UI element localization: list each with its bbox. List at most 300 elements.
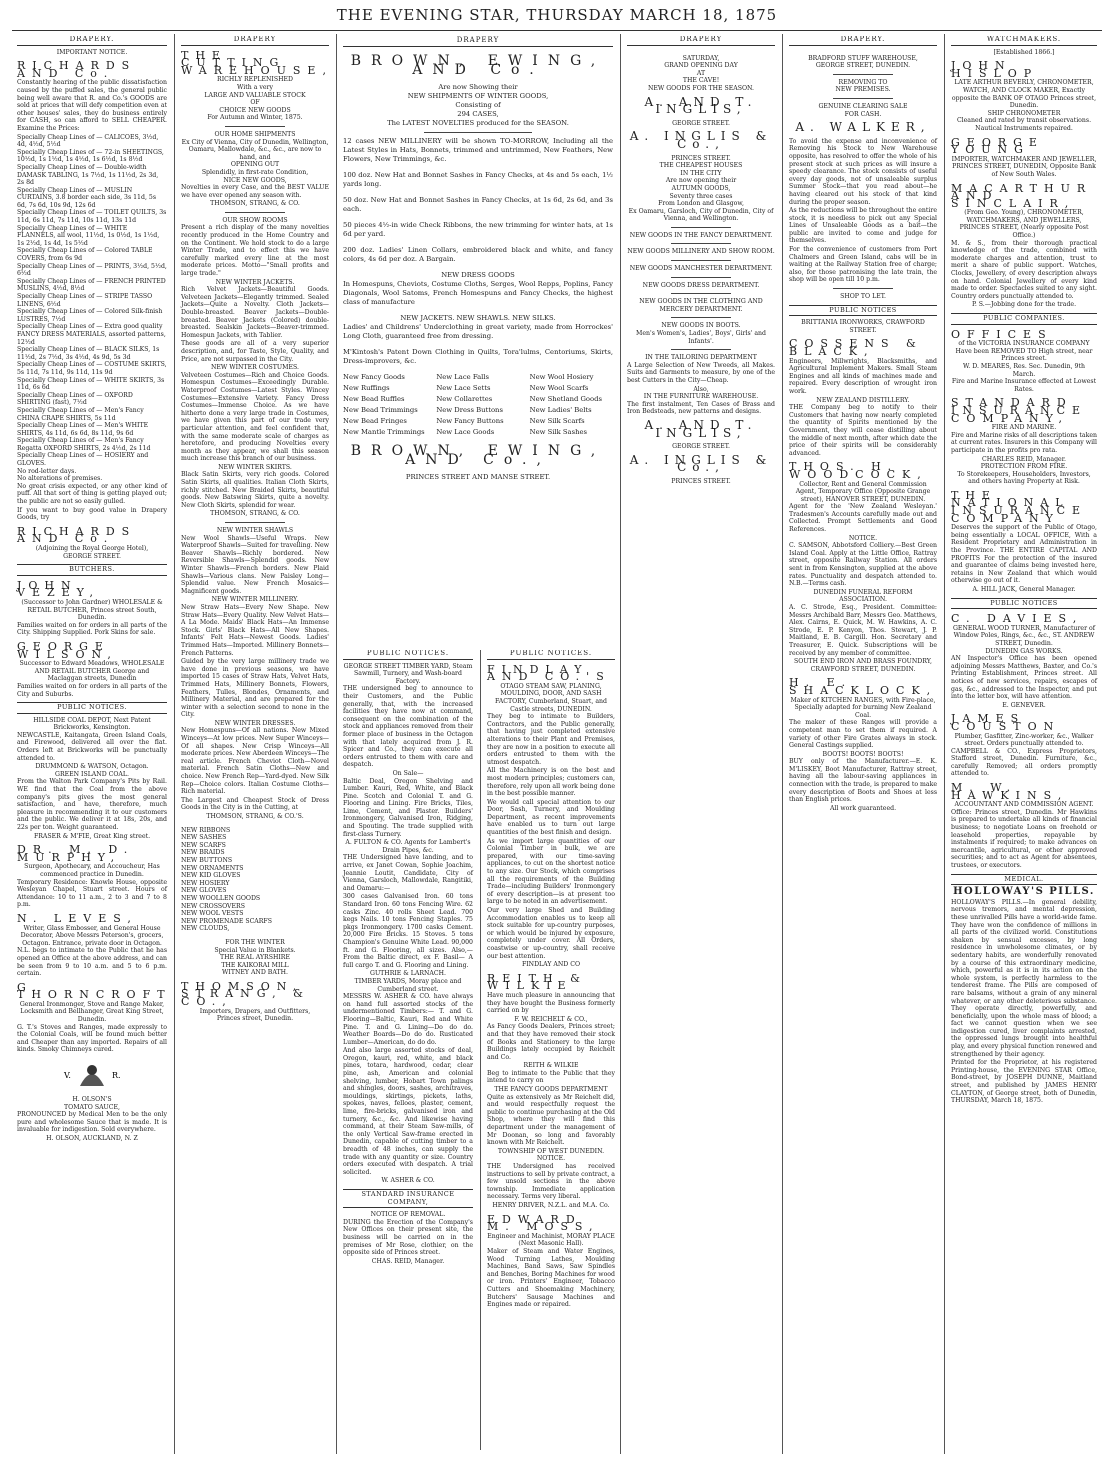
paragraph: In Homespuns, Cheviots, Costume Cloths, Serges, Wool Repps, Poplins, Fancy Diagonals, Wool Satoms, French Homespuns and Fancy Checks, the highest class of manufacture	[343, 280, 613, 306]
centered-line: LATE ARTHUR BEVERLY, CHRONOMETER, WATCH, AND CLOCK MAKER, Exactly opposite the BANK OF OTAGO Princes street, Dunedin.	[951, 79, 1097, 110]
centered-line: FINDLAY AND CO	[521, 961, 581, 969]
list-item: New Bead Ruffles	[343, 395, 405, 403]
listing-line: No alterations of premises.	[17, 475, 103, 483]
centered-line: Importers, Drapers, and Outfitters,	[199, 1007, 311, 1015]
display-heading: THOMSON, STRANG, & CO.,	[181, 979, 310, 1009]
centered-line: SATURDAY,	[682, 54, 720, 62]
paragraph: Families waited on for orders in all parts of the City. Shipping Supplied. Pork Skins for sale.	[17, 621, 167, 637]
section-rule	[225, 212, 284, 213]
paragraph: AN Inspector's Office has been opened adjoining Messrs Matthews, Baxter, and Co.'s Printing Establishment, Princes street. All notices of new services, repairs, escapes of gas, &c., addressed to the Inspector, and put into the letter box, will have attention.	[951, 655, 1097, 701]
column-header: WATCHMAKERS.	[951, 36, 1097, 46]
svg-text:V.: V.	[64, 1071, 71, 1081]
paragraph: The maker of these Ranges will provide a competent man to set them if required. A variety of other Fire Grates always in stock. General Castings supplied.	[789, 719, 937, 750]
masthead-rule	[12, 30, 1102, 31]
listing-line: Specially Cheap Lines of — TOILET QUILTS, 3s 11d, 6s 11d, 7s 11d, 10s 11d, 13s 11d	[17, 209, 167, 225]
centered-line: NEW WINTER DRESSES.	[214, 719, 296, 727]
listing-line: Specially Cheap Lines of — Double-width DAMASK TABLING, 1s 7½d, 1s 11½d, 2s 3d, 2s 8d	[17, 163, 159, 187]
display-heading: A. INGLIS & Co.,	[629, 452, 773, 475]
paragraph: Engineers, Millwrights, Blacksmiths, and Agricultural Implement Makers. Small Steam Engines and all kinds of machines made and repaired. Every description of wrought iron work.	[789, 357, 937, 395]
paragraph: Guided by the very large millinery trade we have done in previous seasons, we have imported 15 cases of Straw Hats, Velvet Hats, Trimmed Hats, Millinery Bonnets, Flowers, Feathers, Tulles, Blondes, Ornaments, and Millinery Material, and are prepared for the winter with a selection second to none in the City.	[181, 658, 329, 719]
display-heading: C. DAVIES,	[951, 612, 1084, 626]
paragraph: Black Satin Skirts, very rich goods. Colored Satin Skirts, all qualities. Italian Cloth Skirts, richly stitched. New Braided Skirts, beautiful goods. New Batswing Skirts, quite a novelty. New Cloth Skirts, splendid for wear.	[181, 471, 329, 509]
centered-line: E. GENEVER.	[1002, 701, 1046, 709]
listing-line: Specially Cheap Lines of — CALICOES, 3½d, 4d, 4½d, 5½d	[17, 133, 159, 149]
paragraph: Ladies' and Childrens' Underclothing in great variety, made from Horrockes' Long Cloth, guaranteed free from dressing.	[343, 323, 613, 340]
list-item: New Mantle Trimmings	[343, 428, 425, 436]
listing-line: Specially Cheap Lines of — Extra good quality FANCY DRESS MATERIALS, assorted patterns, 12½d	[17, 323, 166, 346]
display-heading: FINDLAY AND CO.'S	[487, 662, 611, 684]
list-item: New Silk Scarfs	[529, 417, 585, 425]
paragraph: 200 doz. Ladies' Linen Collars, embroidered black and white, and fancy colors, 4s 6d per doz. A Bargain.	[343, 246, 613, 263]
list-item: New Lace Goods	[436, 428, 495, 436]
paragraph: 50 pieces 4½-in wide Check Ribbons, the new trimming for winter hats, at 1s 6d per yard.	[343, 221, 613, 238]
section-rule	[671, 349, 730, 350]
display-heading: BROWN, EWING, AND Co.	[350, 53, 606, 78]
paragraph: 300 cases Galvanised Iron. 60 tons Standard Iron. 60 tons Fencing Wire. 62 casks Zinc. 40 rolls Sheet Lead. 700 kegs Nails. 10 tons Fencing Staples. 75 pkgs Ironmongery. 1700 casks Cement. 20,000 Fire Bricks. 15 Stoves. 5 tons Champion's Genuine White Lead. 90,000 ft. and G. Flooring, all sizes. Also,— From the Baltic direct, ex F. Basil— A full cargo T. and G. Flooring and Lining.	[343, 893, 473, 969]
paragraph: G. T.'s Stoves and Ranges, made expressly to the Colonial Coals, will be found much better and Cheaper than any imported. Repairs of all kinds. Smoky Chimneys cured.	[17, 1023, 167, 1054]
centered-line: F. W. REICHELT & CO.,	[514, 1015, 588, 1023]
display-heading: MACARTHUR AND SINCLAIR,	[951, 181, 1093, 210]
paragraph: As Fancy Goods Dealers, Princes street; and that they have removed their stock of Books and Stationery to the large Buildings lately occupied by Reichelt and Co.	[487, 1023, 615, 1061]
centered-line: Engineer and Machinist, MORAY PLACE (Next Masonic Hall).	[487, 1232, 615, 1248]
column-6-watchmakers	[946, 36, 1102, 1451]
paragraph: We would call special attention to our Door, Sash, Turnery, and Moulding Department, as recent improvements have enabled us to turn out large quantities of the best finish and design.	[487, 798, 615, 837]
section-rule	[671, 317, 730, 318]
centered-line: Maker of KITCHEN RANGES, with Fire-place, Specially adapted for burning New Zealand Coal.	[790, 696, 936, 719]
paragraph: The first instalment, Ten Cases of Brass and Iron Bedsteads, new patterns and designs.	[627, 400, 775, 416]
display-heading: H. E. SHACKLOCK,	[789, 676, 938, 697]
centered-line: Cleaned and rated by transit observations. Nautical Instruments repaired.	[956, 117, 1092, 132]
centered-line: NEW ZEALAND DISTILLERY.	[816, 396, 910, 404]
display-heading: REITH & WILKIE	[487, 971, 587, 993]
centered-line: A. FULTON & CO. Agents for Lambert's Drain Pipes, &c.	[345, 839, 471, 854]
listing-line: Specially Cheap Lines of — STRIPE TASSO LINENS, 6½d	[17, 293, 153, 308]
listing-line: Specially Cheap Lines of — Men's WHITE SHIRTS, 4s 11d, 6s 6d, 8s 11d, 9s 6d	[17, 422, 149, 437]
centered-line: THOMSON, STRANG, & CO.	[210, 510, 300, 518]
listing-line: Specially Cheap Lines of — WHITE SKIRTS, 3s 11d, 6s 6d	[17, 376, 165, 392]
section-heading: BUTCHERS.	[17, 564, 167, 576]
paragraph: Velveteen Costumes—Rich and Choice Goods. Homespun Costumes—Exceedingly Durable. Waterproof Costumes—Latest Styles. Wincey Costumes—Extensive Variety. Fancy Dress Costumes—Immense Choice. As we have hitherto done a very large trade in Costumes, we have given this part of our trade very particular attention, and feel confident that, with the same moderate scale of charges as heretofore, and producing Novelties every month as they appear, we shall this season much increase this branch of our business.	[181, 371, 329, 463]
paragraph: CAMPBELL & CO., Express Proprietors, Stafford street, Dunedin. Furniture, &c., carefully Removed; all orders promptly attended to.	[951, 747, 1097, 778]
display-heading: M. W. HAWKINS,	[951, 781, 1069, 802]
centered-line: DRUMMOND & WATSON, Octagon.	[35, 763, 149, 771]
column-divider	[620, 34, 621, 1454]
paragraph: Our very large Shed and Building Accommodation enables us to keep all stock suitable for up-country purposes, or which would be injured by exposure, completely under cover. All Orders, coastwise or up-country, shall receive our best attention.	[487, 907, 615, 960]
paragraph: MESSRS W. ASHER & CO. have always on hand full assorted stocks of the undermentioned Timbers:— T. and G. Flooring—Baltic, Kauri, Red and White Pine. T. and G. Lining—Do do do. Weather Boards—Do do do. Rusticated Lumber—American, do do do.	[343, 993, 473, 1046]
listing-line: NEW PROMENADE SCARFS	[181, 917, 272, 925]
section-heading: PUBLIC NOTICES.	[17, 702, 167, 714]
centered-line: NICE NEW GOODS,	[223, 176, 287, 184]
centered-line: Fire and Marine Insurance effected at Lowest Rates.	[951, 378, 1097, 393]
centered-line: GRAND OPENING DAY	[664, 62, 738, 70]
centered-line: DUNEDIN GAS WORKS.	[985, 647, 1063, 655]
centered-line: NEW GOODS DRESS DEPARTMENT.	[642, 281, 760, 289]
paragraph: Rich Velvet Jackets—Beautiful Goods. Velveteen Jackets—Elegantly trimmed. Sealed Jackets—Quite a Novelty. Cloth Jackets—Double-breasted. Beaver Jackets—Double-breasted. Beaver Jackets (Colored) double-breasted. Sealskin Jackets—Beaver-trimmed. Homespun Jackets, with Tablier.	[181, 286, 329, 339]
centered-line: OUR SHOW ROOMS	[222, 216, 288, 224]
centered-line: From London and Glasgow,	[658, 200, 744, 208]
paragraph: Novelties in every Case, and the BEST VALUE we have ever opened any season with.	[181, 184, 329, 199]
section-rule	[671, 243, 730, 244]
column-7-public-notices	[338, 650, 478, 1450]
centered-line: (Successor to John Gardner) WHOLESALE & RETAIL BUTCHER, Princes street South, Dunedin.	[21, 598, 163, 622]
centered-line: IN THE CITY	[680, 169, 722, 177]
listing-line: NEW KID GLOVES	[181, 872, 241, 880]
centered-line: SHOP TO LET.	[840, 293, 886, 301]
centered-line: Consisting of	[455, 101, 501, 109]
centered-line: Are now Showing their	[438, 83, 518, 91]
centered-line: Surgeon, Apothecary, and Accoucheur, Has commenced practice in Dunedin.	[24, 863, 160, 878]
centered-line: A. HILL JACK, General Manager.	[972, 586, 1076, 593]
paragraph: If you want to buy good value in Drapery Goods, try	[17, 506, 167, 522]
paragraph: They beg to intimate to Builders, Contractors, and the Public generally, that having just completed extensive alterations to their Plant and Premises, they are now in a position to execute all orders entrusted to them with the utmost despatch.	[487, 713, 615, 766]
listing-line: NEW WOOLLEN GOODS	[181, 894, 261, 902]
column-header: DRAPERY	[181, 36, 329, 46]
centered-line: NEW WINTER JACKETS.	[215, 278, 295, 286]
display-heading: JOHN VEZEY,	[17, 578, 100, 600]
centered-line: NEW GOODS IN BOOTS.	[661, 322, 741, 330]
listing-line: Specially Cheap Lines of — PRINTS, 3½d, 5½d, 6½d	[17, 262, 167, 278]
paragraph: Printed for the Proprietor, at his registered Printing-house, the EVENING STAR Office, Bond-street, by JOSEPH DUNNE, Maitland street, and published by JAMES HENRY CLAYTON, of George street, both of Dunedin, THURSDAY, March 18, 1875.	[951, 1059, 1097, 1105]
centered-line: AUTUMN GOODS,	[671, 184, 731, 192]
display-heading: THE CUTTING WAREHOUSE,	[181, 48, 333, 77]
centered-line: On Sale—	[392, 769, 424, 777]
centered-line: OPENING OUT	[230, 161, 280, 169]
centered-line: GEORGE STREET.	[672, 443, 730, 451]
column-3-brown-ewing	[338, 36, 618, 646]
list-item: New Wool Hosiery	[529, 373, 594, 381]
listing-line: Specially Cheap Lines of — OXFORD SHIRTING (fast), 7½d	[17, 391, 133, 407]
centered-line: For Autumn and Winter, 1875.	[207, 114, 303, 122]
centered-line: CHAS. REID, Manager.	[371, 1257, 445, 1265]
paragraph: Constantly hearing of the public dissatisfaction caused by the puffed sales, the general public being well aware that R. and Co.'s GOODS are sold at prices that will defy competition even at other houses' sales, they do business entirely for CASH, so can afford to SELL CHEAPER. Examine the Prices:	[17, 79, 167, 132]
section-rule	[225, 126, 284, 127]
list-item: New Fancy Buttons	[436, 417, 504, 425]
centered-line: THE KAIKORAI MILL	[221, 961, 289, 969]
centered-line: GENUINE CLEARING SALE	[818, 102, 908, 110]
display-heading: DR. M. D. MURPHY,	[17, 843, 135, 864]
listing-line: NEW ORNAMENTS	[181, 864, 244, 872]
paragraph: No great crisis expected, or any other kind of puff. All that sort of thing is getting played out; the public are not so easily gulled.	[17, 482, 167, 506]
paragraph: NEWCASTLE, Kaitangata, Green Island Coals, and Firewood, delivered all over the flat. Orders left at Brickworks will be punctually attended to.	[17, 731, 167, 762]
centered-line: General Ironmonger, Stove and Range Maker, Locksmith and Bellhanger, Great King Street, Dunedin.	[19, 1000, 165, 1024]
paragraph: BUY only of the Manufacturer.—E. K. M'LISKEY, Boot Manufacturer, Rattray street, having all the labour-saving appliances in connection with the trade, is prepared to make every description of Boots and Shoes at less than English prices.	[789, 758, 937, 804]
centered-line: BRADFORD STUFF WAREHOUSE,	[808, 54, 918, 62]
centered-line: HILLSIDE COAL DEPOT, Next Patent Brickworks, Kensington.	[33, 716, 151, 732]
centered-line: Ex City of Vienna, City of Dunedin, Wellington, Oamaru, Mallowdale, &c., &c., are now to hand, and	[181, 138, 329, 161]
centered-line: THE CAVE!	[682, 77, 720, 85]
display-heading: THOS. H. WOODCOCK,	[789, 460, 928, 481]
centered-line: To Storekeepers, Householders, Investors, and others having Property at Risk.	[957, 470, 1091, 486]
list-item: New Shetland Goods	[529, 395, 602, 403]
list-item: New Bead Trimmings	[343, 406, 418, 414]
paragraph: These goods are all of a very superior description, and, for Taste, Style, Quality, and Price, are not surpassed in the City.	[181, 340, 329, 363]
centered-line: Successor to Edward Meadows, WHOLESALE AND RETAIL BUTCHER George and Maclaggan streets, Dunedin	[19, 660, 165, 683]
display-heading: STANDARD INSURANCE COMPANY,	[951, 396, 1088, 425]
centered-line: WITNEY AND BATH.	[222, 969, 288, 977]
paragraph: From the Walton Park Company's Pits by Rail. WE find that the Coal from the above company's pits gives the most general satisfaction, and have, therefore, much pleasure in recommending it to our customers and the public. We deliver it at 18s, 20s, and 22s per ton. Weight guaranteed.	[17, 778, 167, 831]
centered-line: NEW WINTER SKIRTS.	[218, 463, 292, 471]
centered-line: 294 CASES,	[457, 110, 499, 118]
masthead: THE EVENING STAR, THURSDAY MARCH 18, 1875	[336, 6, 778, 24]
centered-line: FOR THE WINTER	[225, 938, 285, 946]
centered-line: THE FANCY GOODS DEPARTMENT	[494, 1086, 608, 1094]
paragraph: THE Company beg to notify to their Customers that having now nearly completed the quantity of Spirits mentioned by the Government, they will cease distilling about the middle of next month, after which date the price of their spirits will be considerably advanced.	[789, 404, 937, 457]
centered-line: PRINCES STREET AND MANSE STREET.	[405, 473, 551, 481]
paragraph: For the convenience of customers from Port Chalmers and Green Island, cabs will be in waiting at the Railway Station free of charge; also, for those patronising the late train, the shop will be open till 10 p.m.	[789, 246, 937, 284]
display-heading: A. WALKER,	[795, 120, 931, 135]
section-heading: MEDICAL.	[951, 874, 1097, 886]
list-item: New Fancy Goods	[343, 373, 405, 381]
centered-line: BOOTS! BOOTS! BOOTS!	[822, 750, 904, 758]
centered-line: P. S.—Jobbing done for the trade.	[971, 301, 1077, 309]
centered-line: NEW GOODS IN THE FANCY DEPARTMENT.	[629, 231, 773, 239]
listing-line: NEW SCARFS	[181, 841, 226, 849]
centered-line: HENRY DRIVER, N.Z.L. and M.A. Co.	[492, 1201, 610, 1209]
paragraph: As we import large quantities of our Colonial Timber in bulk, we are prepared, with our time-saving appliances, to cut on the shortest notice to any size. Our Stock, which comprises all the requirements of the Building Trade—including Builders' Ironmongery of every description—is at present too large to be noted in an advertisement.	[487, 837, 615, 906]
listing-line: Specially Cheap Lines of — FRENCH PRINTED MUSLINS, 4½d, 8½d	[17, 277, 166, 293]
paragraph: 100 doz. New Hat and Bonnet Sashes in Fancy Checks, at 4s and 5s each, 1½ yards long.	[343, 171, 613, 188]
paragraph: Have much pleasure in announcing that they have bought the Business formerly carried on by	[487, 991, 615, 1015]
listing-line: Specially Cheap Lines of — Men's Fancy Regatta OXFORD SHIRTS, 2s 4½d, 2s 11d	[17, 437, 151, 452]
centered-line: Writer, Glass Embosser, and General House Decorator, Above Messrs Peterson's, grocers, Octagon. Entrance, private door in Octagon.	[20, 924, 164, 947]
column-header: DRAPERY	[627, 36, 775, 46]
centered-line: GUTHRIE & LARNACH.	[370, 970, 446, 978]
centered-line: ACCOUNTANT AND COMMISSION AGENT.	[954, 801, 1094, 809]
display-heading: A. AND T. INGLIS,	[644, 94, 758, 117]
list-item: New Silk Sashes	[529, 428, 587, 436]
listing-line: NEW CROSSOVERS	[181, 902, 245, 910]
centered-line: PRINCES STREET.	[671, 477, 731, 485]
centered-line: GENERAL WOOD TURNER, Manufacturer of Window Poles, Rings, &c., &c., ST. ANDREW STREET, Dunedin.	[952, 624, 1096, 647]
listing-line: Specially Cheap Lines of — COSTUME SKIRTS, 5s 11d, 7s 11d, 9s 11d, 11s 9d	[17, 361, 167, 376]
paragraph: THE Undersigned have landing, and to arrive, ex Janet Cowan, Sophie Joachim, Jeannie Loutit, Candidate, City of Vienna, Garsloch, Mallowdale, Rangitiki, and Oamaru:—	[343, 854, 473, 892]
column-header: DRAPERY	[343, 36, 613, 47]
section-rule	[424, 132, 532, 133]
centered-line: IMPORTER, WATCHMAKER AND JEWELLER, PRINCES STREET, DUNEDIN, Opposite Bank of New South Wales.	[951, 155, 1097, 178]
section-heading: STANDARD INSURANCE COMPANY,	[343, 1189, 473, 1208]
centered-line: Seventy three cases	[669, 192, 733, 200]
paragraph: 50 doz. New Hat and Bonnet Sashes in Fancy Checks, at 1s 6d, 2s 6d, and 3s each.	[343, 196, 613, 213]
centered-line: W. ASHER & CO.	[381, 1177, 435, 1185]
centered-line: IN THE TAILORING DEPARTMENT	[645, 354, 757, 362]
paragraph: New Wool Shawls—Useful Wraps. New Waterproof Shawls—Suited for travelling. New Beaver Shawls—Richly bordered. New Reversible Shawls—Splendid goods. New Winter Shawls—French borders. New Plaid Shawls—Various clans. New Paisley Long—Splendid value. New French Mosaics—Magnificent goods.	[181, 534, 329, 595]
centered-line: (From Geo. Young), CHRONOMETER, WATCHMAKERS, AND JEWELLERS, PRINCES STREET, (Nearly opposite Post Office.)	[959, 209, 1089, 240]
display-heading: G. THORNCROFT	[17, 980, 172, 1002]
centered-line: Collector, Rent and General Commission Agent, Temporary Office (Opposite Grange street), HANOVER STREET, DUNEDIN.	[795, 480, 931, 503]
listing-line: NEW WOOL VESTS	[181, 910, 244, 918]
paragraph: Office: Princes street, Dunedin. Mr Hawkins is prepared to undertake all kinds of financial business; to negotiate Loans on freehold or leasehold properties, repayable by instalments if required; to make advances on mercantile, agricultural, or other approved securities; and to act as Agent for absentees, trustees, or executors.	[951, 808, 1097, 869]
display-heading: EDWARD M. MOSS,	[487, 1212, 600, 1234]
list-item: New Collarettes	[436, 395, 493, 403]
centered-line: NEW JACKETS. NEW SHAWLS. NEW SILKS.	[400, 314, 556, 322]
centered-line: TOMATO SAUCE,	[64, 1103, 120, 1111]
centered-line: OF	[250, 99, 260, 107]
centered-line: OTAGO STEAM SAW, PLANING, MOULDING, DOOR, AND SASH FACTORY, Cumberland, Stuart, and Castle streets, DUNEDIN.	[495, 682, 607, 713]
listing-line: Specially Cheap Lines of — BLACK SILKS, 1s 11½d, 2s 7½d, 3s 4½d, 4s 9d, 5s 3d	[17, 346, 160, 361]
centered-line: NEW PREMISES.	[835, 86, 891, 94]
centered-line: THE REAL AYRSHIRE	[220, 954, 290, 962]
column-5-drapery	[784, 36, 942, 1451]
centered-line: Men's Women's, Ladies', Boys', Girls' and Infants'.	[636, 330, 766, 345]
column-divider	[174, 34, 175, 1454]
paragraph: All the Machinery is on the best and most modern principles; customers can, therefore, rely upon all work being done in the best possible manner.	[487, 767, 615, 798]
paragraph: THE undersigned beg to announce to their Customers, and the Public generally, that, with the increased facilities they have now at command, consequent on the combination of the stock and appliances removed from their former place of business in the Octagon with that lately acquired from J. R. Spicer and Co., they can execute all orders entrusted to them with care and despatch.	[343, 685, 473, 769]
centered-line: THOMSON, STRANG, & CO.	[210, 200, 300, 208]
centered-line: PROTECTION FROM FIRE.	[980, 463, 1068, 471]
centered-line: NEW GOODS MILLINERY AND SHOW ROOM.	[627, 248, 775, 256]
centered-line: DUNEDIN FUNERAL REFORM ASSOCIATION.	[813, 588, 913, 604]
centered-line: NEW WINTER COSTUMES.	[211, 364, 299, 372]
centered-line: CHOICE NEW GOODS	[219, 106, 291, 114]
centered-line: GEORGE STREET.	[672, 119, 730, 127]
paragraph: Temporary Residence: Knowle House, opposite Wesleyan Chapel, Stuart street. Hours of Attendance: 10 to 11 a.m., 2 to 3 and 7 to 8 p.m.	[17, 878, 167, 909]
list-item: New Dress Buttons	[436, 406, 503, 414]
paragraph: PRONOUNCED by Medical Men to be the only pure and wholesome Sauce that is made. It is invaluable for indigestion. Sold everywhere.	[17, 1111, 167, 1134]
column-divider	[480, 650, 481, 1450]
listing-line: NEW GLOVES	[181, 887, 227, 895]
section-rule	[833, 74, 892, 75]
section-rule	[671, 260, 730, 261]
list-item: New Ladies' Belts	[529, 406, 592, 414]
centered-line: THE CHEAPEST HOUSES	[659, 162, 743, 170]
column-divider	[944, 34, 945, 1454]
display-heading: N. LEVES,	[17, 911, 138, 925]
display-heading: RICHARDS AND Co.	[17, 59, 137, 80]
centered-line: H. OLSON, AUCKLAND, N. Z	[46, 1135, 138, 1142]
centered-line: NEW DRESS GOODS	[441, 271, 515, 279]
paragraph: 12 cases NEW MILLINERY will be shown TO-MORROW, Including all the Latest Styles in Hats, Bonnets, trimmed and untrimmed, New Feathers, New Flowers, New Trimmings, &c.	[343, 137, 613, 163]
centered-line: RICHLY REPLENISHED	[217, 76, 293, 84]
section-heading: PUBLIC NOTICES	[951, 598, 1097, 610]
paragraph: HOLLOWAY'S PILLS.—In general debility, nervous tremors, and mental depression, these unrivalled Pills have a world-wide fame. They have won the confidence of millions in all parts of the civilized world. Constitutions shaken by sensual excesses, by long residence in unwholesome climates, or by sedentary habits, are wonderfully renovated by a course of this extraordinary medicine, which, powerful as it is in its action on the whole system, is perfectly harmless to the tenderest frame. The Pills are composed of rare balsams, without a grain of any mineral whatever, or any other deleterious substance. They operate directly, powerfully, and beneficially, upon the whole mass of blood; a fact we cannot question when we see indigestion cured, liver complaints arrested, the oppressed lungs brought into healthful play, and every physical function renewed and strengthened by their agency.	[951, 898, 1097, 1058]
listing-line: Specially Cheap Lines of — WHITE FLANNELS, all wool, 11½d, 1s 0½d, 1s 1½d, 1s 2½d, 1s 4d, 1s 5½d	[17, 224, 160, 247]
listing-line: NEW HOSIERY	[181, 879, 230, 887]
centered-line: LARGE AND VALUABLE STOCK	[204, 91, 306, 99]
centered-line: of the VICTORIA INSURANCE COMPANY Have been REMOVED TO High street, near Princes street.	[955, 340, 1093, 363]
centered-line: IMPORTANT NOTICE.	[56, 48, 128, 56]
listing-line: Specially Cheap Lines of — Men's Fancy CHINA CRAPE SHIRTS, 5s 11d	[17, 406, 144, 422]
display-heading: JOHN HISLOP	[951, 59, 1039, 80]
display-heading: BROWN, EWING, AND Co.,	[350, 443, 606, 468]
list-item: New Ruffings	[343, 384, 390, 392]
display-heading: HOLLOWAY'S PILLS.	[953, 886, 1095, 898]
royal-crest-emblem	[17, 1058, 167, 1092]
centered-line: NOTICE OF REMOVAL.	[370, 1211, 446, 1219]
list-item: New Lace Setts	[436, 384, 491, 392]
svg-text:R.: R.	[112, 1071, 121, 1081]
column-1-drapery	[12, 36, 172, 1451]
section-heading: PUBLIC NOTICES	[789, 305, 937, 317]
paragraph: N.L. begs to intimate to the Public that he has opened an Office at the above address, and can be seen from 9 to 10 a.m. and 5 to 6 p.m. certain.	[17, 947, 167, 978]
listing-line: Specially Cheap Lines of — MUSLIN CURTAINS, 3.8 border each side, 3s 11d, 5s 6d, 7s 6d, 10s 9d, 12s 6d	[17, 186, 156, 209]
paragraph: Fire and Marine risks of all descriptions taken at current rates. Insurers in this Company will participate in the profits pro rata.	[951, 431, 1098, 454]
paragraph: Present a rich display of the many novelties recently produced in the Home Country and on the Continent. We hold stock to do a large Winter Trade, and to effect this we have carefully marked every line at the most moderate prices. Motto—"Small profits and large trade."	[181, 224, 329, 278]
centered-line: NOTICE.	[536, 1155, 566, 1163]
centered-line: GEORGE STREET TIMBER YARD, Steam Sawmill, Turnery, and Wash-board Factory.	[343, 662, 473, 685]
column-8-public-notices	[482, 650, 620, 1450]
section-rule	[671, 293, 730, 294]
centered-line: GEORGE STREET, DUNEDIN.	[815, 62, 911, 70]
paragraph: C. SAMSON, Abbotsford Colliery.—Best Green Island Coal. Apply at the Little Office, Rattray street, opposite Railway Station. All orders sent in from Kensington, supplied at the above rates. Punctuality and despatch attended to. N.B.—Terms cash.	[789, 542, 937, 588]
paragraph: New Homespuns—Of all nations. New Mixed Winceys—At low prices. New Super Winceys—Of all shapes. New Crisp Winceys—All moderate prices. New Aberdeen Winceys—The real article. French Cheviot Cloth—Novel material. French Satin Cloths—New and choice. New French Rep—Yard-dyed. New Silk Rep—Choice colors. Italian Costume Cloths—Rich material.	[181, 727, 329, 796]
paragraph: Agent for the 'New Zealand Wesleyan.' Tradesmen's Accounts carefully made out and Collected. Prompt Settlements and Good References.	[789, 503, 937, 534]
centered-line: IN THE FURNITURE WAREHOUSE.	[643, 393, 759, 401]
centered-line: NEW GOODS MANCHESTER DEPARTMENT.	[629, 265, 773, 273]
paragraph: Deserves the support of the Public of Otago, being essentially a LOCAL OFFICE, With a Resident Proprietary and Administration in the Province. THE ENTIRE CAPITAL AND PROFITS For the protection of the insured and guarantee of claims being invested here, retains in New Zealand that which would otherwise go out of it.	[951, 524, 1097, 585]
centered-line: GREEN ISLAND COAL.	[55, 770, 129, 778]
paragraph: M. & S., from their thorough practical knowledge of the trade, combined with moderate charges and attention, trust to merit a share of public support. Watches, Clocks, Jewellery, of every description always on hand. Colonial Jewellery of every kind made to order. Spectacles suited to any sight. Country orders punctually attended to.	[951, 239, 1097, 300]
centered-line: NEW WINTER SHAWLS	[216, 527, 294, 535]
centered-line: [Established 1866.]	[993, 48, 1055, 56]
listing-line: Specially Cheap Lines of — 72-in SHEETINGS, 10½d, 1s 1½d, 1s 4½d, 1s 6½d, 1s 8½d	[17, 148, 164, 164]
display-heading: GEORGE WILSON,	[17, 639, 118, 661]
centered-line: NEW GOODS IN THE CLOTHING AND MERCERY DEPARTMENT.	[639, 298, 763, 313]
centered-line: The LATEST NOVELTIES produced for the SEASON.	[387, 119, 569, 127]
centered-line: NEW SHIPMENTS OF WINTER GOODS,	[407, 92, 549, 100]
centered-line: H. OLSON'S	[72, 1096, 112, 1104]
centered-line: NEW WINTER MILLINERY.	[211, 596, 299, 604]
paragraph: Beg to intimate to the Public that they intend to carry on	[487, 1069, 615, 1085]
column-divider	[782, 34, 783, 1454]
paragraph: And also large assorted stocks of deal, Oregon, kauri, red, white, and black pines, totara, hardwood, cedar, clear pine, ash, American and colonial shelving, lumber, Hobart Town palings and shingles, doors, sashes, architraves, mouldings, skirtings, pickets, laths, spokes, naves, felloes, plaster, cement, lime, fire-bricks, galvanised iron and turnery, &c., &c. And likewise having command, at their Steam Saw-mills, of the only Vertical Saw-frame erected in Dunedin, capable of cutting timber to a breadth of 48 inches, can supply the trade with any quantity or size. Country orders executed with despatch. A trial solicited.	[343, 1047, 473, 1176]
centered-line: OUR HOME SHIPMENTS	[214, 130, 296, 138]
section-rule	[833, 98, 892, 99]
display-heading: COSSENS & BLACK,	[789, 337, 923, 358]
listing-line: Specially Cheap Lines of — HOSIERY and GLOVES.	[17, 452, 149, 468]
display-heading: THE NATIONAL INSURANCE COMPANY	[951, 488, 1088, 525]
column-2-drapery	[176, 36, 334, 1451]
centered-line: FRASER & M'FIE, Great King street.	[33, 832, 151, 840]
section-rule	[671, 227, 730, 228]
list-item: New Bead Fringes	[343, 417, 407, 425]
novelty-list	[343, 373, 613, 437]
centered-line: SOUTH END IRON AND BRASS FOUNDRY, CRAWFORD STREET, DUNEDIN.	[794, 658, 932, 673]
centered-line: THOMSON, STRANG, & CO.'S.	[206, 813, 304, 820]
column-header: DRAPERY.	[17, 36, 167, 46]
list-item: New Lace Falls	[436, 373, 489, 381]
listing-line: Specially Cheap Lines of — Colored Silk-finish LUSTRES, 7½d	[17, 308, 163, 323]
paragraph: Quite as extensively as Mr Reichelt did, and would respectfully request the public to continue purchasing at the Old Shop, where they will find this department under the management of Mr Doonan, so long and favorably known with Mr Reichelt.	[487, 1093, 615, 1147]
paragraph: To avoid the expense and inconvenience of Removing his Stock to New Warehouse opposite, has resolved to offer the whole of his present stock at such prices as will insure a speedy clearance. The stock consists of useful every day goods, not of unsaleable surplus Summer Stock—that you read about—he having cleared out his stock of that kind during the proper season.	[789, 137, 937, 206]
paragraph: The Largest and Cheapest Stock of Dress Goods in the City is in the Cutting, at	[181, 796, 329, 812]
display-heading: JAMES COUSTON	[951, 712, 1061, 733]
paragraph: M'Kintosh's Patent Down Clothing in Quilts, Tora'lulms, Centoriums, Skirts, Dress-improvers, &c.	[343, 348, 613, 365]
paragraph: A. C. Strode, Esq., President. Committee: Messrs Archibald Barr, Messrs Geo. Matthews, Alex. Cairns, E. Quick, M. W. Hawkins, A. C. Strode, E. P. Kenyon, Thos. Stewart, J. P. Maitland, E. B. Cargill. Hon. Secretary and Treasurer, E. Quick. Subscriptions will be received by any member of committee.	[789, 604, 937, 657]
listing-line: Specially Cheap Lines of — Colored TABLE COVERS, from 6s 9d	[17, 247, 153, 263]
paragraph: As the reductions will be throughout the entire stock, it is needless to pick out any Special Lines of Unsaleable Goods as a bait—the public are invited to come and judge for themselves.	[789, 207, 937, 245]
display-heading: OFFICES	[951, 327, 1053, 341]
centered-line: Splendidly, in first-rate Condition,	[201, 168, 309, 176]
column-header: DRAPERY.	[789, 36, 937, 46]
centered-line: With a very	[237, 83, 273, 91]
listing-line: No rod-letter days.	[17, 467, 77, 475]
display-heading: A. AND T. INGLIS,	[644, 417, 758, 440]
paragraph: A Large Selection of New Tweeds, all Makes. Suits and Garments to measure, by one of the best Cutters in the City—Cheap.	[627, 361, 775, 384]
centered-line: NOTICE.	[848, 534, 878, 542]
centered-line: Ex Oamaru, Garsloch, City of Dunedin, City of Vienna, and Wellington.	[628, 207, 774, 223]
centered-line: Plumber, Gasfitter, Zinc-worker, &c., Walker street. Orders punctually attended to.	[954, 732, 1094, 748]
section-rule	[671, 277, 730, 278]
paragraph: New Straw Hats—Every New Shape. New Straw Hats—Every Quality. New Velvet Hats—A La Mode. Maids' Black Hats—An Immense Stock. Girls' Black Hats—All New Shapes. Infants' Felt Hats—Newest Goods. Ladies' Trimmed Hats—Imported. Millinery Bonnets—French Patterns.	[181, 603, 329, 657]
centered-line: BRITTANIA IRONWORKS, CRAWFORD STREET.	[801, 319, 925, 334]
listing-line: NEW BUTTONS	[181, 856, 233, 864]
paragraph: THE Undersigned has received instructions to sell by private contract, a few unsold sections in the above township. Immediate application necessary. Terms very liberal.	[487, 1163, 615, 1201]
display-heading: GEORGE YOUNG	[951, 135, 1044, 157]
column-divider	[336, 34, 337, 1454]
centered-line: W. D. MEARES, Res. Sec. Dunedin, 9th March.	[963, 362, 1085, 378]
column-header: PUBLIC NOTICES.	[487, 650, 615, 660]
centered-line: PRINCES STREET.	[671, 154, 731, 162]
